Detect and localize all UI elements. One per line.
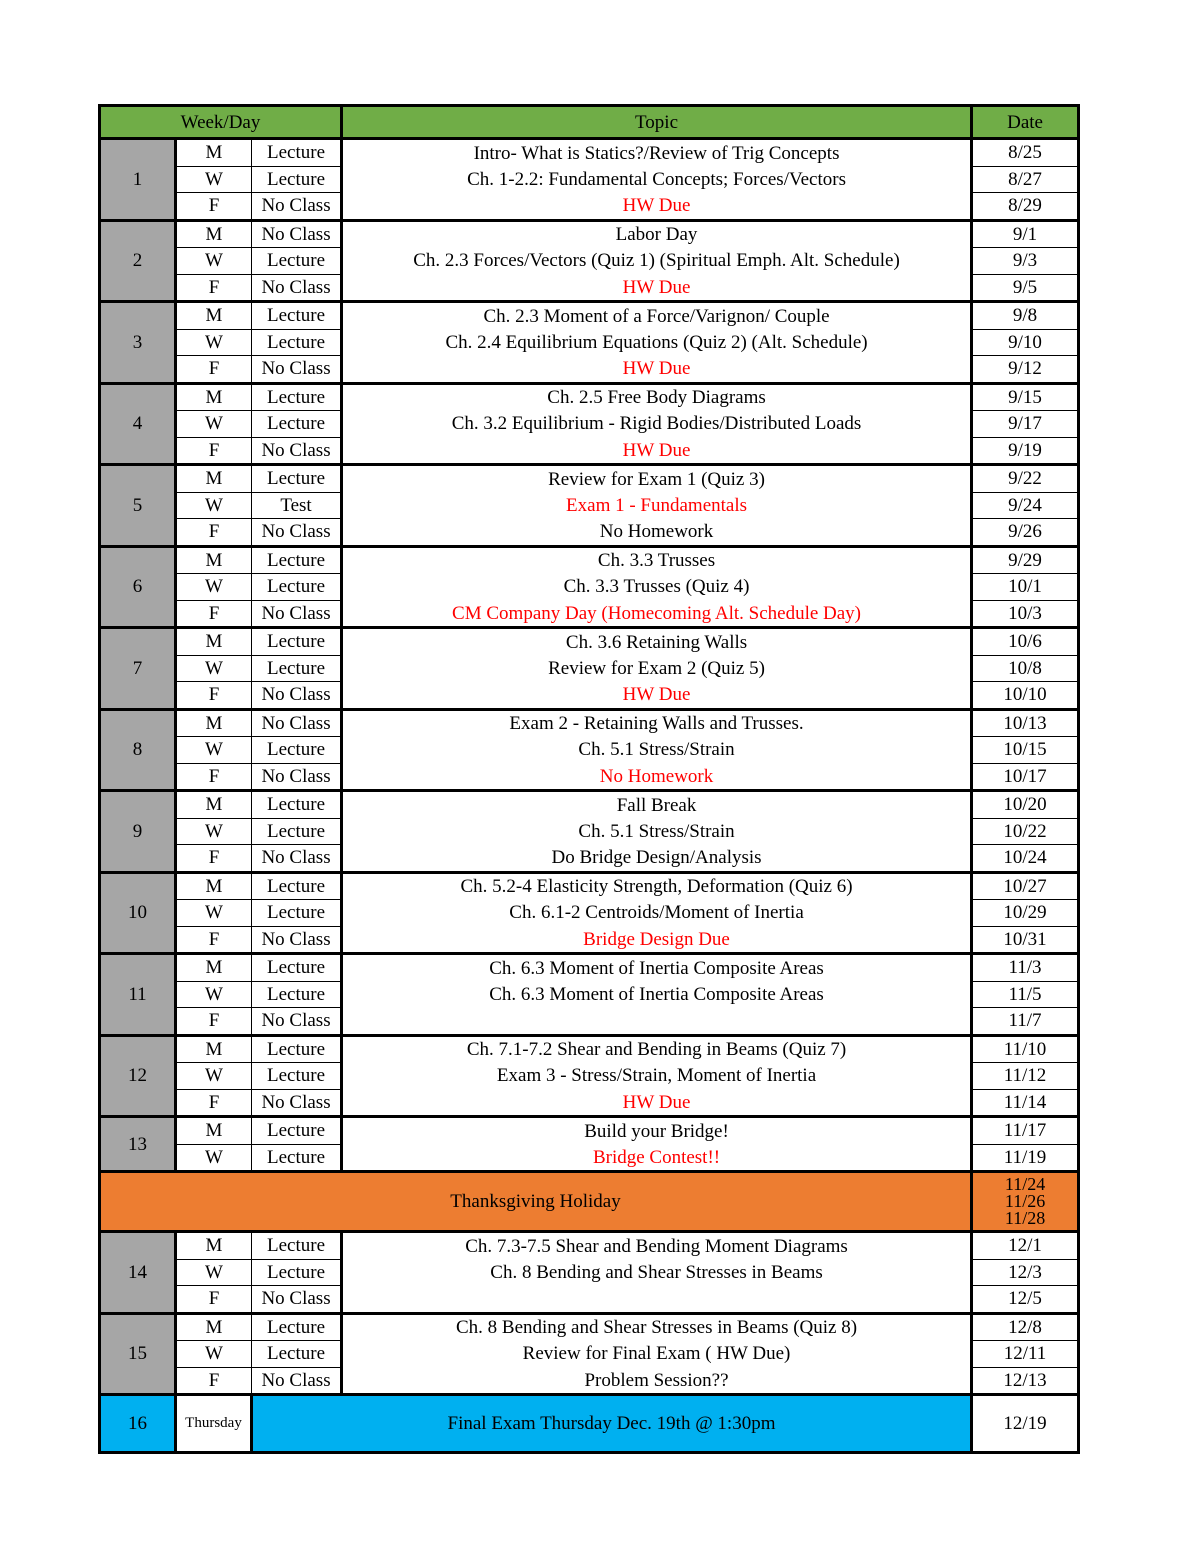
day-cell: M	[176, 954, 252, 982]
final-day: Thursday	[176, 1395, 252, 1453]
schedule-row	[100, 166, 1079, 193]
day-cell: M	[176, 546, 252, 574]
final-topic: Final Exam Thursday Dec. 19th @ 1:30pm	[252, 1395, 972, 1453]
session-type-cell: Lecture	[252, 791, 342, 819]
date-cell: 10/13	[972, 709, 1079, 737]
week-number: 11	[100, 954, 176, 1036]
topic-cell: Ch. 5.2-4 Elasticity Strength, Deformation (Quiz 6)	[342, 872, 972, 900]
final-exam-row	[100, 1395, 1079, 1453]
date-cell: 11/10	[972, 1035, 1079, 1063]
schedule-row	[100, 1089, 1079, 1117]
topic-cell: Review for Final Exam ( HW Due)	[342, 1341, 972, 1368]
schedule-row	[100, 139, 1079, 167]
topic-cell: No Homework	[342, 519, 972, 547]
day-cell: M	[176, 628, 252, 656]
session-type-cell: Lecture	[252, 1232, 342, 1260]
schedule-row	[100, 519, 1079, 547]
schedule-body	[100, 106, 1079, 1453]
schedule-row	[100, 737, 1079, 764]
week-number: 7	[100, 628, 176, 710]
header-week-day: Week/Day	[100, 106, 342, 139]
session-type-cell: No Class	[252, 682, 342, 710]
date-cell: 8/25	[972, 139, 1079, 167]
day-cell: W	[176, 411, 252, 438]
header-date: Date	[972, 106, 1079, 139]
date-cell: 9/22	[972, 465, 1079, 493]
final-date: 12/19	[972, 1395, 1079, 1453]
schedule-row	[100, 682, 1079, 710]
schedule-row	[100, 1313, 1079, 1341]
day-cell: W	[176, 981, 252, 1008]
topic-cell: HW Due	[342, 274, 972, 302]
day-cell: M	[176, 383, 252, 411]
week-number: 12	[100, 1035, 176, 1117]
date-cell: 11/3	[972, 954, 1079, 982]
session-type-cell: Lecture	[252, 1117, 342, 1145]
schedule-row	[100, 655, 1079, 682]
schedule-sheet	[98, 104, 1077, 1454]
topic-cell: HW Due	[342, 437, 972, 465]
schedule-row	[100, 437, 1079, 465]
topic-cell: Ch. 7.3-7.5 Shear and Bending Moment Diagrams	[342, 1232, 972, 1260]
topic-cell: Ch. 8 Bending and Shear Stresses in Beams	[342, 1259, 972, 1286]
session-type-cell: Lecture	[252, 954, 342, 982]
date-cell: 10/1	[972, 574, 1079, 601]
topic-cell: Review for Exam 1 (Quiz 3)	[342, 465, 972, 493]
schedule-row	[100, 981, 1079, 1008]
topic-cell: Ch. 3.3 Trusses (Quiz 4)	[342, 574, 972, 601]
topic-cell: Ch. 3.6 Retaining Walls	[342, 628, 972, 656]
session-type-cell: Lecture	[252, 1035, 342, 1063]
date-cell: 9/10	[972, 329, 1079, 356]
topic-cell: Labor Day	[342, 220, 972, 248]
session-type-cell: No Class	[252, 845, 342, 873]
date-cell: 9/12	[972, 356, 1079, 384]
topic-cell: Ch. 6.1-2 Centroids/Moment of Inertia	[342, 900, 972, 927]
schedule-row	[100, 383, 1079, 411]
topic-cell: Ch. 1-2.2: Fundamental Concepts; Forces/Vectors	[342, 166, 972, 193]
day-cell: M	[176, 1117, 252, 1145]
week-number: 5	[100, 465, 176, 547]
schedule-row	[100, 1367, 1079, 1395]
session-type-cell: No Class	[252, 926, 342, 954]
schedule-row	[100, 465, 1079, 493]
day-cell: W	[176, 1144, 252, 1172]
session-type-cell: Lecture	[252, 329, 342, 356]
date-cell: 11/7	[972, 1008, 1079, 1036]
date-cell: 11/14	[972, 1089, 1079, 1117]
day-cell: F	[176, 845, 252, 873]
schedule-row	[100, 248, 1079, 275]
topic-cell: Ch. 8 Bending and Shear Stresses in Beams (Quiz 8)	[342, 1313, 972, 1341]
topic-cell: Ch. 2.3 Forces/Vectors (Quiz 1) (Spiritual Emph. Alt. Schedule)	[342, 248, 972, 275]
day-cell: W	[176, 1341, 252, 1368]
schedule-row	[100, 193, 1079, 221]
date-cell: 9/5	[972, 274, 1079, 302]
date-cell: 10/20	[972, 791, 1079, 819]
schedule-row	[100, 763, 1079, 791]
topic-cell: Ch. 2.4 Equilibrium Equations (Quiz 2) (Alt. Schedule)	[342, 329, 972, 356]
date-cell: 10/22	[972, 818, 1079, 845]
date-cell: 9/3	[972, 248, 1079, 275]
day-cell: F	[176, 274, 252, 302]
day-cell: W	[176, 492, 252, 519]
day-cell: M	[176, 709, 252, 737]
schedule-row	[100, 872, 1079, 900]
day-cell: M	[176, 872, 252, 900]
week-number: 15	[100, 1313, 176, 1395]
day-cell: M	[176, 139, 252, 167]
topic-cell: Exam 3 - Stress/Strain, Moment of Inertia	[342, 1063, 972, 1090]
day-cell: F	[176, 926, 252, 954]
schedule-row	[100, 954, 1079, 982]
topic-cell: CM Company Day (Homecoming Alt. Schedule Day)	[342, 600, 972, 628]
session-type-cell: No Class	[252, 1008, 342, 1036]
session-type-cell: Lecture	[252, 574, 342, 601]
day-cell: F	[176, 1367, 252, 1395]
schedule-row	[100, 845, 1079, 873]
schedule-row	[100, 628, 1079, 656]
day-cell: W	[176, 1063, 252, 1090]
session-type-cell: Lecture	[252, 818, 342, 845]
topic-cell: Ch. 5.1 Stress/Strain	[342, 737, 972, 764]
topic-cell: HW Due	[342, 193, 972, 221]
topic-cell: HW Due	[342, 682, 972, 710]
topic-cell	[342, 1008, 972, 1036]
schedule-row	[100, 1286, 1079, 1314]
schedule-table	[98, 104, 1080, 1454]
schedule-row	[100, 1063, 1079, 1090]
date-cell: 12/3	[972, 1259, 1079, 1286]
schedule-row	[100, 1008, 1079, 1036]
session-type-cell: No Class	[252, 600, 342, 628]
session-type-cell: Lecture	[252, 383, 342, 411]
day-cell: M	[176, 1313, 252, 1341]
day-cell: F	[176, 437, 252, 465]
date-cell: 8/27	[972, 166, 1079, 193]
session-type-cell: Lecture	[252, 628, 342, 656]
topic-cell	[342, 1286, 972, 1314]
session-type-cell: Lecture	[252, 302, 342, 330]
day-cell: W	[176, 818, 252, 845]
topic-cell: Bridge Design Due	[342, 926, 972, 954]
schedule-row	[100, 1144, 1079, 1172]
date-cell: 12/8	[972, 1313, 1079, 1341]
topic-cell: HW Due	[342, 1089, 972, 1117]
date-cell: 11/12	[972, 1063, 1079, 1090]
week-number: 9	[100, 791, 176, 873]
day-cell: W	[176, 900, 252, 927]
topic-cell: Ch. 6.3 Moment of Inertia Composite Areas	[342, 954, 972, 982]
topic-cell: Ch. 5.1 Stress/Strain	[342, 818, 972, 845]
header-row	[100, 106, 1079, 139]
day-cell: F	[176, 519, 252, 547]
session-type-cell: No Class	[252, 763, 342, 791]
topic-cell: Exam 1 - Fundamentals	[342, 492, 972, 519]
date-cell: 10/3	[972, 600, 1079, 628]
schedule-row	[100, 600, 1079, 628]
topic-cell: Intro- What is Statics?/Review of Trig Concepts	[342, 139, 972, 167]
day-cell: M	[176, 1035, 252, 1063]
day-cell: F	[176, 356, 252, 384]
topic-cell: Problem Session??	[342, 1367, 972, 1395]
date-cell: 11/17	[972, 1117, 1079, 1145]
date-cell: 9/17	[972, 411, 1079, 438]
day-cell: F	[176, 600, 252, 628]
schedule-row	[100, 220, 1079, 248]
topic-cell: Ch. 6.3 Moment of Inertia Composite Areas	[342, 981, 972, 1008]
date-cell: 10/17	[972, 763, 1079, 791]
schedule-row	[100, 1232, 1079, 1260]
session-type-cell: No Class	[252, 193, 342, 221]
date-cell: 10/8	[972, 655, 1079, 682]
schedule-row	[100, 926, 1079, 954]
topic-cell: Ch. 2.5 Free Body Diagrams	[342, 383, 972, 411]
session-type-cell: No Class	[252, 1367, 342, 1395]
week-number: 3	[100, 302, 176, 384]
topic-cell: No Homework	[342, 763, 972, 791]
session-type-cell: Lecture	[252, 546, 342, 574]
session-type-cell: Lecture	[252, 1259, 342, 1286]
topic-cell: Do Bridge Design/Analysis	[342, 845, 972, 873]
day-cell: W	[176, 574, 252, 601]
date-cell: 10/10	[972, 682, 1079, 710]
date-cell: 10/29	[972, 900, 1079, 927]
day-cell: F	[176, 1286, 252, 1314]
day-cell: W	[176, 737, 252, 764]
date-cell: 9/1	[972, 220, 1079, 248]
final-week-number: 16	[100, 1395, 176, 1453]
date-cell: 8/29	[972, 193, 1079, 221]
date-cell: 9/24	[972, 492, 1079, 519]
date-cell: 10/15	[972, 737, 1079, 764]
session-type-cell: Lecture	[252, 981, 342, 1008]
session-type-cell: No Class	[252, 1089, 342, 1117]
week-number: 1	[100, 139, 176, 221]
day-cell: M	[176, 791, 252, 819]
date-cell: 9/19	[972, 437, 1079, 465]
day-cell: W	[176, 329, 252, 356]
session-type-cell: No Class	[252, 437, 342, 465]
day-cell: F	[176, 193, 252, 221]
schedule-row	[100, 492, 1079, 519]
day-cell: W	[176, 655, 252, 682]
date-cell: 9/8	[972, 302, 1079, 330]
day-cell: M	[176, 465, 252, 493]
holiday-dates	[972, 1172, 1079, 1232]
schedule-row	[100, 1117, 1079, 1145]
schedule-row	[100, 302, 1079, 330]
holiday-row	[100, 1172, 1079, 1232]
week-number: 2	[100, 220, 176, 302]
day-cell: W	[176, 1259, 252, 1286]
session-type-cell: Lecture	[252, 411, 342, 438]
week-number: 13	[100, 1117, 176, 1172]
date-cell: 10/27	[972, 872, 1079, 900]
week-number: 6	[100, 546, 176, 628]
date-cell: 9/29	[972, 546, 1079, 574]
schedule-row	[100, 709, 1079, 737]
session-type-cell: No Class	[252, 356, 342, 384]
date-cell: 12/13	[972, 1367, 1079, 1395]
holiday-date: 11/26	[1004, 1190, 1046, 1211]
day-cell: M	[176, 1232, 252, 1260]
topic-cell: Ch. 7.1-7.2 Shear and Bending in Beams (Quiz 7)	[342, 1035, 972, 1063]
date-cell: 9/26	[972, 519, 1079, 547]
date-cell: 12/5	[972, 1286, 1079, 1314]
schedule-row	[100, 274, 1079, 302]
date-cell: 9/15	[972, 383, 1079, 411]
week-number: 4	[100, 383, 176, 465]
session-type-cell: Lecture	[252, 139, 342, 167]
topic-cell: HW Due	[342, 356, 972, 384]
day-cell: M	[176, 220, 252, 248]
date-cell: 11/5	[972, 981, 1079, 1008]
header-topic: Topic	[342, 106, 972, 139]
schedule-row	[100, 356, 1079, 384]
week-number: 8	[100, 709, 176, 791]
session-type-cell: No Class	[252, 274, 342, 302]
topic-cell: Exam 2 - Retaining Walls and Trusses.	[342, 709, 972, 737]
session-type-cell: Test	[252, 492, 342, 519]
session-type-cell: Lecture	[252, 872, 342, 900]
holiday-date: 11/28	[1004, 1208, 1046, 1229]
date-cell: 10/6	[972, 628, 1079, 656]
session-type-cell: Lecture	[252, 166, 342, 193]
week-number: 14	[100, 1232, 176, 1314]
topic-cell: Bridge Contest!!	[342, 1144, 972, 1172]
session-type-cell: Lecture	[252, 737, 342, 764]
holiday-date: 11/24	[1004, 1173, 1046, 1194]
session-type-cell: Lecture	[252, 1144, 342, 1172]
session-type-cell: Lecture	[252, 900, 342, 927]
session-type-cell: Lecture	[252, 1341, 342, 1368]
day-cell: W	[176, 166, 252, 193]
session-type-cell: No Class	[252, 709, 342, 737]
week-number: 10	[100, 872, 176, 954]
date-cell: 12/11	[972, 1341, 1079, 1368]
session-type-cell: No Class	[252, 220, 342, 248]
schedule-row	[100, 411, 1079, 438]
topic-cell: Review for Exam 2 (Quiz 5)	[342, 655, 972, 682]
topic-cell: Build your Bridge!	[342, 1117, 972, 1145]
holiday-label: Thanksgiving Holiday	[100, 1172, 972, 1232]
schedule-row	[100, 1035, 1079, 1063]
schedule-row	[100, 791, 1079, 819]
day-cell: W	[176, 248, 252, 275]
session-type-cell: No Class	[252, 1286, 342, 1314]
topic-cell: Ch. 3.2 Equilibrium - Rigid Bodies/Distributed Loads	[342, 411, 972, 438]
topic-cell: Ch. 3.3 Trusses	[342, 546, 972, 574]
session-type-cell: Lecture	[252, 1313, 342, 1341]
date-cell: 10/24	[972, 845, 1079, 873]
session-type-cell: Lecture	[252, 1063, 342, 1090]
session-type-cell: Lecture	[252, 465, 342, 493]
schedule-row	[100, 546, 1079, 574]
schedule-row	[100, 818, 1079, 845]
day-cell: F	[176, 682, 252, 710]
session-type-cell: Lecture	[252, 248, 342, 275]
topic-cell: Fall Break	[342, 791, 972, 819]
day-cell: F	[176, 1089, 252, 1117]
day-cell: F	[176, 763, 252, 791]
date-cell: 12/1	[972, 1232, 1079, 1260]
date-cell: 10/31	[972, 926, 1079, 954]
day-cell: M	[176, 302, 252, 330]
schedule-row	[100, 574, 1079, 601]
topic-cell: Ch. 2.3 Moment of a Force/Varignon/ Couple	[342, 302, 972, 330]
day-cell: F	[176, 1008, 252, 1036]
date-cell: 11/19	[972, 1144, 1079, 1172]
schedule-row	[100, 1259, 1079, 1286]
schedule-row	[100, 329, 1079, 356]
schedule-row	[100, 900, 1079, 927]
session-type-cell: No Class	[252, 519, 342, 547]
session-type-cell: Lecture	[252, 655, 342, 682]
schedule-row	[100, 1341, 1079, 1368]
